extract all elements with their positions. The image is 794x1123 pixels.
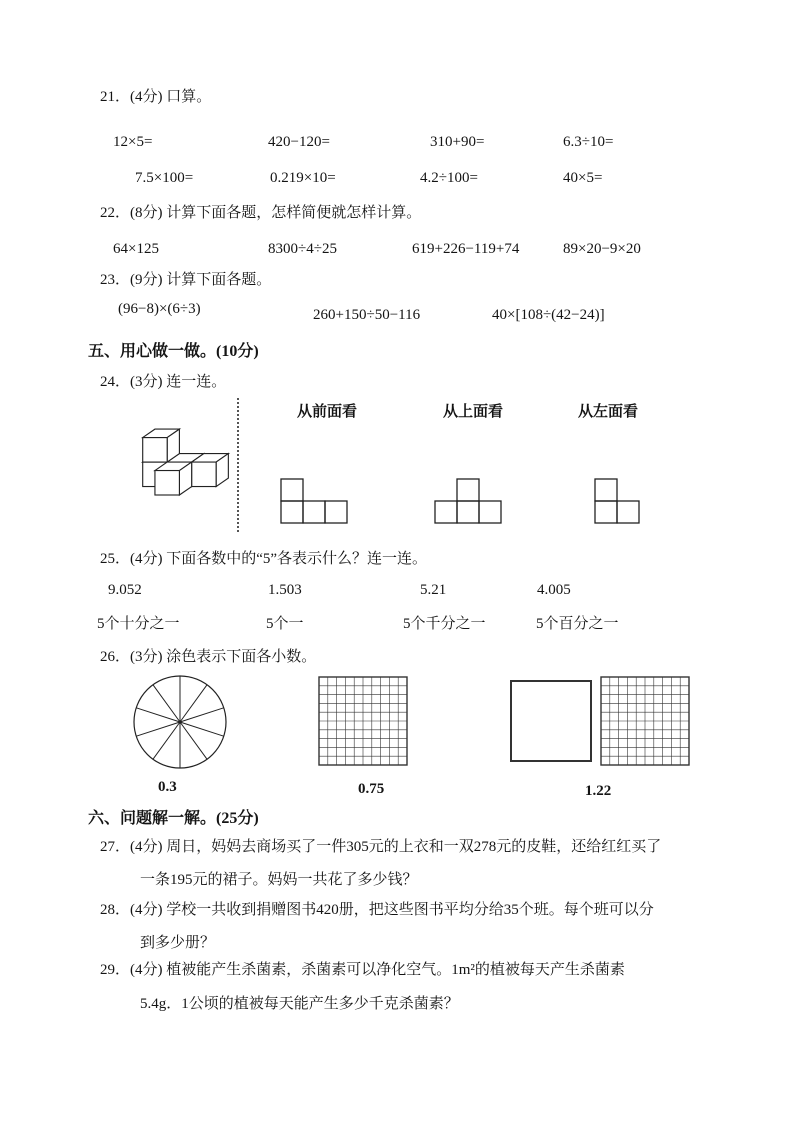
q23-expr: (96−8)×(6÷3): [118, 301, 201, 317]
q22-expr: 64×125: [113, 241, 159, 257]
q23-expr: 40×[108÷(42−24)]: [492, 307, 605, 323]
q24-header: 24．(3分) 连一连。: [100, 374, 227, 390]
q25-header: 25．(4分) 下面各数中的“5”各表示什么？连一连。: [100, 551, 428, 567]
left-view-shape: [594, 478, 641, 525]
q21-expr: 12×5=: [113, 134, 153, 150]
q21-expr: 0.219×10=: [270, 170, 336, 186]
q21-expr: 310+90=: [430, 134, 485, 150]
view-label-front: 从前面看: [297, 404, 358, 420]
q23-header: 23．(9分) 计算下面各题。: [100, 272, 272, 288]
q25-meaning: 5个一: [266, 616, 304, 632]
decimal-pie-figure: [130, 672, 230, 772]
q29-line1: 29．(4分) 植被能产生杀菌素，杀菌素可以净化空气。1m²的植被每天产生杀菌素: [100, 962, 625, 978]
front-view-shape: [280, 478, 349, 525]
q22-expr: 8300÷4÷25: [268, 241, 337, 257]
q26-header: 26．(3分) 涂色表示下面各小数。: [100, 649, 317, 665]
q27-line2: 一条195元的裙子。妈妈一共花了多少钱？: [140, 872, 418, 888]
q23-expr: 260+150÷50−116: [313, 307, 421, 323]
q25-meaning: 5个千分之一: [403, 616, 486, 632]
decimal-value: 0.75: [358, 781, 385, 797]
q27-line1: 27．(4分) 周日，妈妈去商场买了一件305元的上衣和一双278元的皮鞋，还给红红买了: [100, 839, 662, 855]
decimal-value: 1.22: [585, 783, 612, 799]
q25-number: 5.21: [420, 582, 447, 598]
q22-header: 22．(8分) 计算下面各题，怎样简便就怎样计算。: [100, 205, 422, 221]
q21-expr: 4.2÷100=: [420, 170, 478, 186]
top-view-shape: [434, 478, 503, 525]
q28-line1: 28．(4分) 学校一共收到捐赠图书420册，把这些图书平均分给35个班。每个班可以分: [100, 902, 654, 918]
section6-title: 六、问题解一解。(25分): [88, 810, 259, 827]
unit-square-figure: [510, 680, 592, 762]
section5-title: 五、用心做一做。(10分): [88, 343, 259, 360]
q21-header: 21．(4分) 口算。: [100, 89, 212, 105]
q22-expr: 619+226−119+74: [412, 241, 520, 257]
q28-line2: 到多少册？: [140, 935, 216, 951]
decimal-grid-figure: [318, 676, 408, 766]
q25-meaning: 5个十分之一: [97, 616, 180, 632]
q21-expr: 40×5=: [563, 170, 603, 186]
q22-expr: 89×20−9×20: [563, 241, 641, 257]
decimal-grid-figure: [600, 676, 690, 766]
view-label-left: 从左面看: [578, 404, 639, 420]
q25-number: 4.005: [537, 582, 571, 598]
q25-meaning: 5个百分之一: [536, 616, 619, 632]
dotted-divider: [237, 398, 239, 532]
q21-expr: 420−120=: [268, 134, 330, 150]
cube-stack-figure: [138, 426, 234, 500]
decimal-value: 0.3: [158, 779, 177, 795]
q21-expr: 6.3÷10=: [563, 134, 614, 150]
q25-number: 9.052: [108, 582, 142, 598]
q21-expr: 7.5×100=: [135, 170, 194, 186]
q25-number: 1.503: [268, 582, 302, 598]
view-label-top: 从上面看: [443, 404, 504, 420]
q29-line2: 5.4g．1公顷的植被每天能产生多少千克杀菌素？: [140, 996, 459, 1012]
